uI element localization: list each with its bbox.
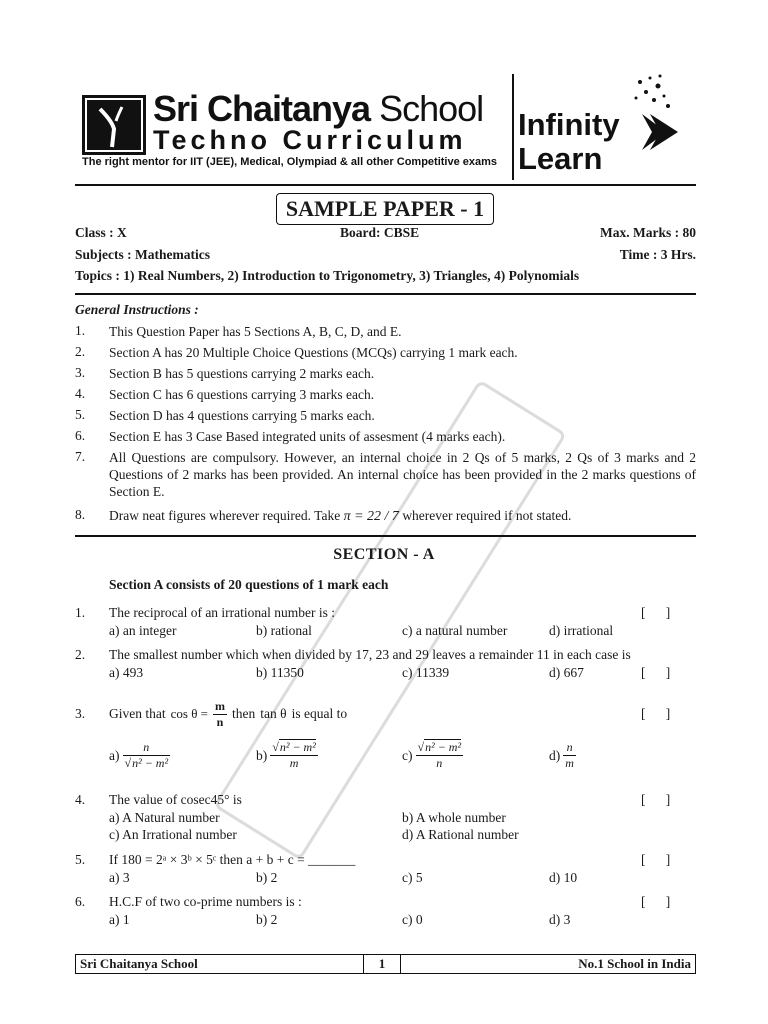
fraction-denominator: n² − m² [132, 756, 169, 770]
fraction-denominator: n [213, 714, 227, 730]
instruction-number: 5. [75, 407, 86, 422]
question-number: 3. [75, 706, 86, 721]
partner-arrow-icon [620, 72, 690, 162]
option-b[interactable]: b) 2 [256, 870, 278, 885]
option-b[interactable]: b) rational [256, 623, 312, 638]
section-subtitle: Section A consists of 20 questions of 1 mark each [109, 577, 389, 592]
brand-name: Sri Chaitanya School [153, 88, 484, 129]
instruction-number: 3. [75, 365, 86, 380]
question-text: H.C.F of two co-prime numbers is : [109, 894, 302, 909]
pi-formula: π = 22 / 7 [343, 509, 399, 524]
question-text: The value of cosec45° is [109, 792, 242, 807]
option-a[interactable]: a) 1 [109, 912, 130, 927]
option-label: b) [256, 747, 268, 763]
brand-subtitle: Techno Curriculum [153, 125, 467, 155]
question-text [109, 696, 347, 732]
answer-bracket[interactable]: [ ] [641, 894, 671, 909]
fraction-numerator: n [143, 740, 150, 754]
question-text-part: is equal to [291, 706, 348, 721]
section-title: SECTION - A [333, 546, 435, 563]
instruction-number: 4. [75, 386, 86, 401]
instruction-number: 1. [75, 323, 86, 338]
option-d[interactable]: d) A Rational number [402, 827, 519, 842]
partner-name-line1: Infinity [518, 107, 620, 142]
option-d[interactable]: d) irrational [549, 623, 614, 638]
paper-title: SAMPLE PAPER - 1 [276, 193, 494, 225]
option-a[interactable]: a) 3 [109, 870, 130, 885]
option-a[interactable]: a) an integer [109, 623, 177, 638]
option-b[interactable]: b) 11350 [256, 665, 304, 680]
question-text-part: Given that [109, 706, 166, 721]
option-d[interactable]: d) 667 [549, 665, 584, 680]
cos-expression: cos θ = [170, 706, 209, 721]
subject-label: Subjects : Mathematics [75, 247, 210, 262]
fraction-numerator: m [215, 698, 226, 713]
instructions-rule [75, 535, 696, 537]
question-text-part: then [232, 706, 256, 721]
question-number: 5. [75, 852, 86, 867]
instruction-number: 2. [75, 344, 86, 359]
instruction-item: All Questions are compulsory. However, an internal choice in 2 Qs of 5 marks, 2 Qs of 3 marks and 2 Questions of 2 marks has been provided. An internal choice has been provided in the 2 marks questions of Section E. [109, 450, 696, 499]
footer-slogan: No.1 School in India [578, 956, 691, 971]
answer-bracket[interactable]: [ ] [641, 605, 671, 620]
footer-page-number: 1 [363, 955, 401, 973]
fraction-numerator: n² − m² [279, 740, 316, 754]
instruction-item: Section D has 4 questions carrying 5 marks each. [109, 408, 375, 423]
answer-bracket[interactable]: [ ] [641, 706, 671, 721]
option-d[interactable]: d) 10 [549, 870, 578, 885]
school-emblem-icon [82, 95, 146, 155]
footer-school-name: Sri Chaitanya School [80, 956, 198, 971]
option-c[interactable]: c) $\frac{\text{√n² − m²}}{n}$ [402, 740, 462, 770]
instruction-number: 7. [75, 449, 86, 464]
school-logo [82, 95, 146, 155]
answer-bracket[interactable]: [ ] [641, 665, 671, 680]
option-a[interactable]: a) 493 [109, 665, 144, 680]
fraction-denominator: m [565, 756, 574, 770]
option-label: a) [109, 747, 120, 763]
question-text: The reciprocal of an irrational number is : [109, 605, 336, 620]
option-d[interactable]: d) 3 [549, 912, 571, 927]
topics-label: Topics : 1) Real Numbers, 2) Introduction to Trigonometry, 3) Triangles, 4) Polynomials [75, 268, 580, 283]
meta-rule [75, 293, 696, 295]
option-a[interactable]: a) A Natural number [109, 810, 220, 825]
fraction-denominator: m [270, 755, 318, 771]
instruction-number: 8. [75, 507, 86, 522]
answer-bracket[interactable]: [ ] [641, 792, 671, 807]
brand-tagline: The right mentor for IIT (JEE), Medical, Olympiad & all other Competitive exams [82, 156, 498, 168]
option-b[interactable]: b) $\frac{\text{√n² − m²}}{m}$ [256, 740, 316, 770]
instruction-item: This Question Paper has 5 Sections A, B, C, D, and E. [109, 324, 402, 339]
instruction-text: Draw neat figures wherever required. Take [109, 508, 341, 523]
question-text: If 180 = 2ᵃ × 3ᵇ × 5ᶜ then a + b + c = _______ [109, 852, 356, 867]
fraction-denominator: n [416, 755, 464, 771]
option-b[interactable]: b) 2 [256, 912, 278, 927]
instruction-item [109, 507, 571, 525]
instruction-text: wherever required if not stated. [402, 508, 572, 523]
header-rule [75, 184, 696, 186]
board-label: Board: CBSE [340, 225, 420, 240]
question-number: 6. [75, 894, 86, 909]
max-marks: Max. Marks : 80 [600, 225, 696, 240]
partner-name-line2: Learn [518, 141, 603, 176]
question-number: 1. [75, 605, 86, 620]
time-label: Time : 3 Hrs. [619, 247, 696, 262]
option-label: d) [549, 747, 561, 763]
instructions-title: General Instructions : [75, 302, 199, 317]
partner-logo [518, 108, 620, 176]
class-label: Class : X [75, 225, 127, 240]
question-number: 2. [75, 647, 86, 662]
instruction-item: Section E has 3 Case Based integrated units of assesment (4 marks each). [109, 429, 506, 444]
option-c[interactable]: c) 0 [402, 912, 423, 927]
answer-bracket[interactable]: [ ] [641, 852, 671, 867]
option-d[interactable] [549, 740, 576, 771]
instruction-item: Section B has 5 questions carrying 2 marks each. [109, 366, 375, 381]
tan-expression: tan θ [260, 706, 287, 721]
instruction-number: 6. [75, 428, 86, 443]
header-divider [512, 74, 514, 180]
fraction-numerator: n² − m² [425, 740, 462, 754]
fraction-numerator: n [566, 740, 573, 754]
option-label: c) [402, 747, 413, 763]
option-c[interactable]: c) An Irrational number [109, 827, 237, 842]
question-number: 4. [75, 792, 86, 807]
option-c[interactable]: c) a natural number [402, 623, 508, 638]
page-footer [75, 954, 696, 974]
instruction-item: Section A has 20 Multiple Choice Questions (MCQs) carrying 1 mark each. [109, 345, 518, 360]
option-a[interactable]: a) $\frac{n}{\text{√n² − m²}}$ [109, 740, 169, 770]
option-c[interactable]: c) 11339 [402, 665, 450, 680]
question-text: The smallest number which when divided by 17, 23 and 29 leaves a remainder 11 in each case is [109, 647, 631, 662]
instruction-item: Section C has 6 questions carrying 3 marks each. [109, 387, 375, 402]
option-c[interactable]: c) 5 [402, 870, 423, 885]
option-b[interactable]: b) A whole number [402, 810, 506, 825]
